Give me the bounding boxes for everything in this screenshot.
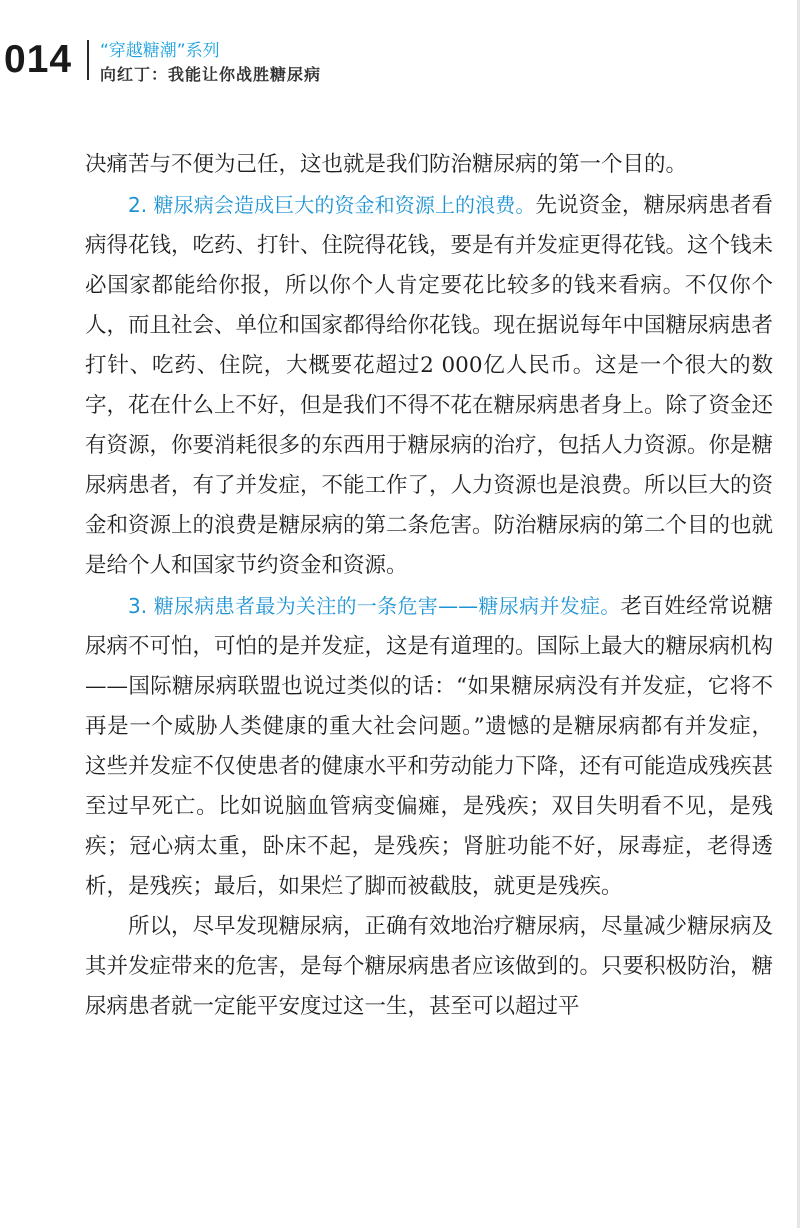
header-divider — [87, 40, 89, 80]
page-header — [0, 0, 800, 120]
point-2-heading: 2. 糖尿病会造成巨大的资金和资源上的浪费。 — [128, 193, 536, 217]
paragraph-point-3 — [85, 586, 773, 907]
book-title: 向红丁：我能让你战胜糖尿病 — [100, 65, 322, 84]
point-3-body: 老百姓经常说糖尿病不可怕，可怕的是并发症，这是有道理的。国际上最大的糖尿病机构——国际糖尿病联盟也说过类似的话：“如果糖尿病没有并发症，它将不再是一个威胁人类健康的重大社会问题。”遗憾的是糖尿病都有并发症，这些并发症不仅使患者的健康水平和劳动能力下降，还有可能造成残疾甚至过早死亡。比如说脑血管病变偏瘫，是残疾；双目失明看不见，是残疾；冠心病太重，卧床不起，是残疾；肾脏功能不好，尿毒症，老得透析，是残疾；最后，如果烂了脚而被截肢，就更是残疾。 — [85, 594, 774, 899]
paragraph-point-2 — [85, 185, 773, 586]
page-number: 014 — [4, 38, 73, 81]
point-2-body: 先说资金，糖尿病患者看病得花钱，吃药、打针、住院得花钱，要是有并发症更得花钱。这个钱未必国家都能给你报，所以你个人肯定要花比较多的钱来看病。不仅你个人，而且社会、单位和国家都得给你花钱。现在据说每年中国糖尿病患者打针、吃药、住院，大概要花超过2 000亿人民币。这是一个很大的数字，花在什么上不好，但是我们不得不花在糖尿病患者身上。除了资金还有资源，你要消耗很多的东西用于糖尿病的治疗，包括人力资源。你是糖尿病患者，有了并发症，不能工作了，人力资源也是浪费。所以巨大的资金和资源上的浪费是糖尿病的第二条危害。防治糖尿病的第二个目的也就是给个人和国家节约资金和资源。 — [85, 193, 774, 578]
body-text — [85, 145, 773, 1027]
point-3-heading: 3. 糖尿病患者最为关注的一条危害——糖尿病并发症。 — [128, 594, 621, 618]
series-title: “穿越糖潮”系列 — [100, 41, 220, 61]
paragraph-conclusion: 所以，尽早发现糖尿病，正确有效地治疗糖尿病，尽量减少糖尿病及其并发症带来的危害，是每个糖尿病患者应该做到的。只要积极防治，糖尿病患者就一定能平安度过这一生，甚至可以超过平 — [85, 914, 774, 1019]
paragraph-continuation: 决痛苦与不便为己任，这也就是我们防治糖尿病的第一个目的。 — [85, 152, 688, 177]
